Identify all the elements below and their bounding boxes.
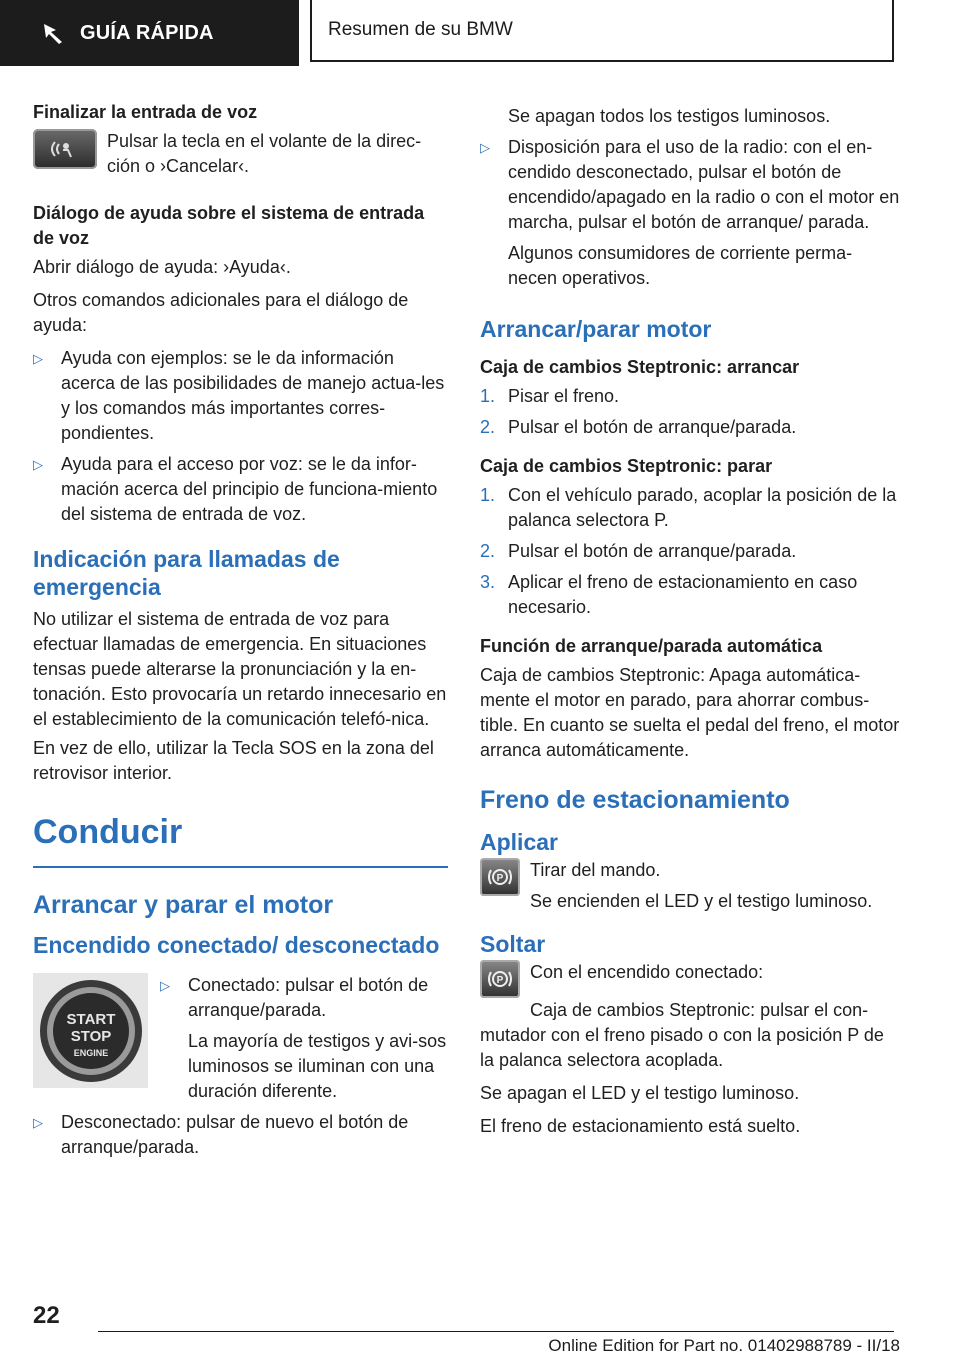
section-heading: Soltar	[480, 931, 546, 957]
paragraph: Con el encendido conectado:	[530, 962, 764, 982]
section-heading: Aplicar	[480, 829, 558, 855]
bullet-triangle-icon: ▷	[480, 140, 490, 155]
page-header	[0, 0, 960, 66]
engine-label: ENGINE	[73, 1047, 108, 1058]
bullet-triangle-icon: ▷	[33, 1115, 43, 1130]
step-number: 3.	[480, 572, 496, 592]
svg-text:P: P	[496, 873, 504, 884]
paragraph: Abrir diálogo de ayuda: ›Ayuda‹.	[33, 257, 291, 277]
bullet-triangle-icon: ▷	[33, 351, 43, 366]
start-label: START	[66, 1010, 115, 1028]
quick-guide-label: GUÍA RÁPIDA	[80, 21, 214, 44]
numbered-step	[480, 570, 900, 620]
step-text: Pisar el freno.	[508, 386, 620, 406]
chapter-rule	[33, 866, 448, 868]
list-item-text: Ayuda con ejemplos: se le da información acerca de las posibilidades de manejo actua-les y los comandos más importantes corres-pondientes.	[61, 348, 445, 443]
list-item	[33, 452, 448, 527]
footer-divider	[98, 1331, 894, 1332]
bullet-triangle-icon: ▷	[160, 978, 170, 993]
numbered-step	[480, 384, 900, 409]
paragraph: Se apagan todos los testigos luminosos.	[508, 106, 831, 126]
page-number: 22	[33, 1302, 60, 1329]
list-item-text: Conectado: pulsar el botón de arranque/parada.	[188, 975, 429, 1020]
step-number: 1.	[480, 485, 496, 505]
section-heading: Freno de estacionamiento	[480, 786, 790, 814]
quick-guide-icon	[40, 20, 66, 46]
chapter-title-tab	[310, 0, 894, 62]
parking-brake-icon	[480, 960, 520, 998]
section-heading: Caja de cambios Steptronic: parar	[480, 456, 773, 476]
paragraph: En vez de ello, utilizar la Tecla SOS en la zona del retrovisor interior.	[33, 738, 434, 783]
chapter-title: Resumen de su BMW	[328, 19, 513, 40]
svg-text:P: P	[496, 975, 504, 986]
paragraph: Caja de cambios Steptronic: pulsar el con-mutador con el freno pisado o con la posición P de la palanca selectora acoplada.	[480, 1000, 884, 1070]
right-column	[480, 104, 900, 1147]
list-item-subtext: La mayoría de testigos y avi-sos luminosos se iluminan con una duración diferente.	[188, 1031, 447, 1101]
step-text: Pulsar el botón de arranque/parada.	[508, 417, 797, 437]
paragraph: Caja de cambios Steptronic: Apaga automática-mente el motor en parado, para ahorrar combus-tible. En cuanto se suelta el pedal del freno, el motor arranca automáticamente.	[480, 665, 900, 760]
list-item	[33, 346, 448, 446]
voice-button-icon	[33, 129, 97, 169]
chapter-heading: Conducir	[33, 813, 183, 851]
section-heading: Encendido conectado/ desconectado	[33, 932, 440, 958]
paragraph: El freno de estacionamiento está suelto.	[480, 1116, 801, 1136]
section-heading: Arrancar/parar motor	[480, 316, 712, 342]
section-heading: Finalizar la entrada de voz	[33, 102, 258, 122]
start-stop-button-icon	[33, 973, 148, 1088]
list-item	[480, 135, 900, 235]
paragraph: Se apagan el LED y el testigo luminoso.	[480, 1083, 800, 1103]
parking-brake-icon	[480, 858, 520, 896]
left-column	[33, 100, 448, 1166]
list-item-text: Desconectado: pulsar de nuevo el botón de arranque/parada.	[61, 1112, 409, 1157]
section-heading: Diálogo de ayuda sobre el sistema de entrada de voz	[33, 203, 425, 248]
section-heading: Arrancar y parar el motor	[33, 891, 334, 919]
footer-edition: Online Edition for Part no. 01402988789 - II/18	[548, 1336, 900, 1355]
paragraph: Otros comandos adicionales para el diálogo de ayuda:	[33, 290, 409, 335]
bullet-triangle-icon: ▷	[33, 457, 43, 472]
step-text: Pulsar el botón de arranque/parada.	[508, 541, 797, 561]
paragraph: Tirar del mando.	[530, 860, 661, 880]
section-heading: Caja de cambios Steptronic: arrancar	[480, 357, 800, 377]
list-item-text: Ayuda para el acceso por voz: se le da infor-mación acerca del principio de funciona-miento del sistema de entrada de voz.	[61, 454, 438, 524]
section-heading: Función de arranque/parada automática	[480, 636, 823, 656]
paragraph: No utilizar el sistema de entrada de voz para efectuar llamadas de emergencia. En situaciones tensas puede alterarse la pronunciación y la en-tonación. Esto provocaría un retardo innecesario en el establecimiento de la comunicación telefó-nica.	[33, 609, 447, 729]
stop-label: STOP	[70, 1027, 111, 1045]
list-item	[160, 973, 448, 1023]
step-text: Con el vehículo parado, acoplar la posición de la palanca selectora P.	[508, 485, 897, 530]
numbered-step	[480, 539, 900, 564]
numbered-step	[480, 415, 900, 440]
step-number: 2.	[480, 541, 496, 561]
step-number: 1.	[480, 386, 496, 406]
list-item	[33, 1110, 448, 1160]
section-heading: Indicación para llamadas de emergencia	[33, 546, 340, 600]
step-number: 2.	[480, 417, 496, 437]
quick-guide-tab[interactable]	[0, 0, 299, 66]
list-item-text: Disposición para el uso de la radio: con el en-cendido desconectado, pulsar el botón de encendido/apagado en la radio o con el motor en marcha, pulsar el botón de arranque/ parada.	[508, 137, 900, 232]
paragraph: Se encienden el LED y el testigo luminoso.	[530, 891, 873, 911]
list-item-subtext: Algunos consumidores de corriente perma-necen operativos.	[508, 243, 853, 288]
numbered-step	[480, 483, 900, 533]
voice-end-text: Pulsar la tecla en el volante de la direc-ción o ›Cancelar‹.	[107, 131, 422, 176]
step-text: Aplicar el freno de estacionamiento en caso necesario.	[508, 572, 858, 617]
